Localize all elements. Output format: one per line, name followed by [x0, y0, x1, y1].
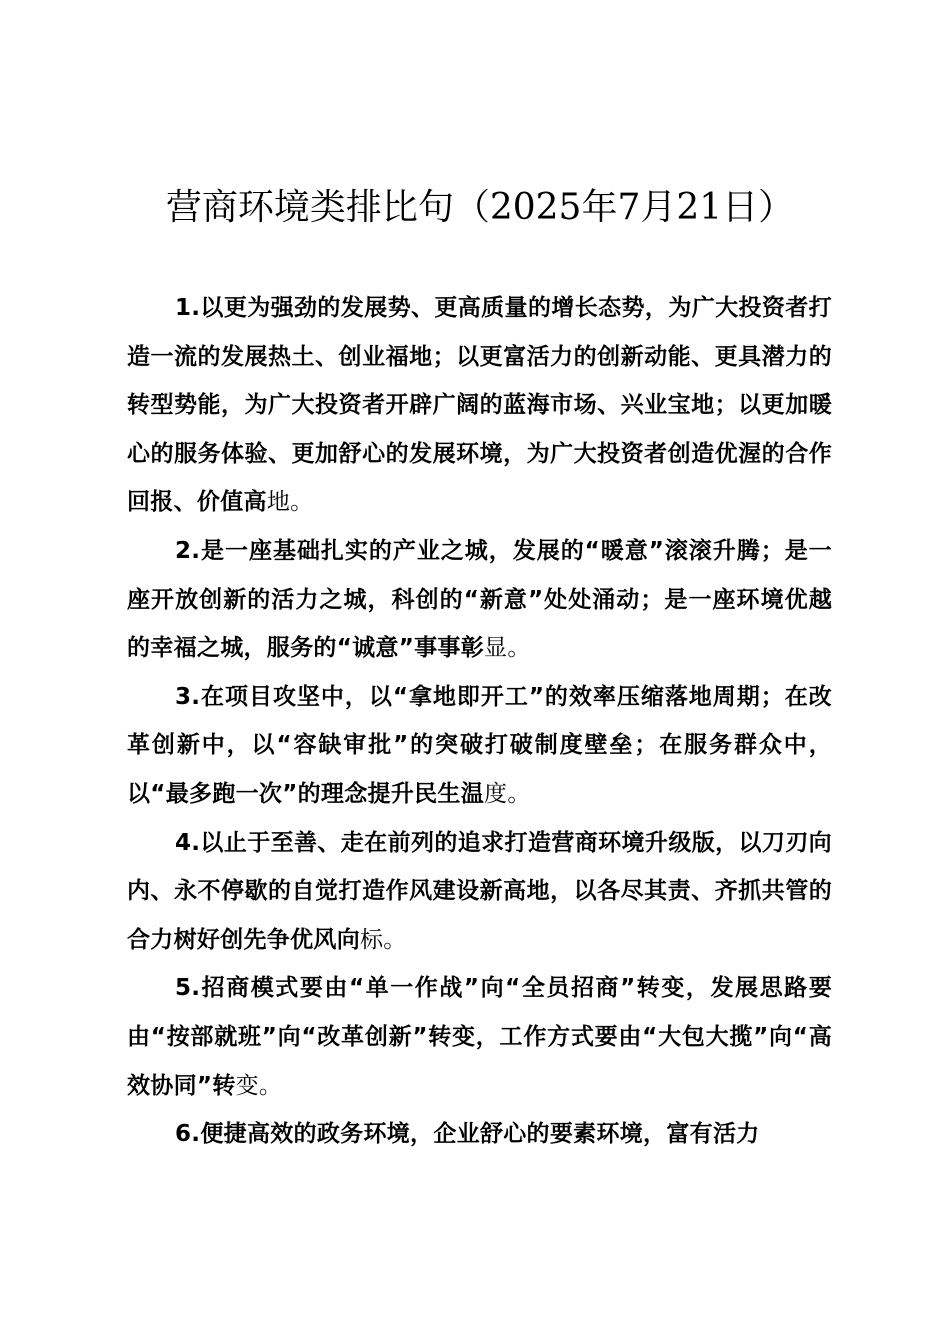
document-title: 营商环境类排比句（2025年7月21日） [165, 187, 795, 228]
paragraph-2 [127, 527, 832, 673]
paragraph-1-tail: 地。 [266, 489, 314, 516]
paragraph-6 [127, 1110, 832, 1159]
paragraph-4-tail: 标。 [360, 926, 407, 953]
paragraph-5-tail: 变。 [235, 1072, 283, 1099]
paragraph-3 [127, 673, 832, 819]
paragraph-4 [127, 819, 832, 965]
paragraph-6-text: 6.便捷高效的政务环境，企业舒心的要素环境，富有活力 [175, 1121, 760, 1148]
paragraph-3-text: 3.在项目攻坚中，以“拿地即开工”的效率压缩落地周期；在改革创新中，以“容缺审批”的突破打破制度壁垒；在服务群众中，以“最多跑一次”的理念提升民生温 [127, 683, 832, 807]
paragraph-1 [127, 284, 832, 527]
paragraph-5-text: 5.招商模式要由“单一作战”向“全员招商”转变，发展思路要由“按部就班”向“改革创新”转变，工作方式要由“大包大揽”向“高效协同”转 [127, 975, 832, 1099]
paragraph-2-text: 2.是一座基础扎实的产业之城，发展的“暖意”滚滚升腾；是一座开放创新的活力之城，科创的“新意”处处涌动；是一座环境优越的幸福之城，服务的“诚意”事事彰 [127, 537, 832, 662]
paragraph-4-text: 4.以止于至善、走在前列的追求打造营商环境升级版，以刀刃向内、永不停歇的自觉打造作风建设新高地，以各尽其责、齐抓共管的合力树好创先争优风向 [127, 829, 832, 953]
document-body [127, 284, 832, 1159]
paragraph-1-text: 1.以更为强劲的发展势、更高质量的增长态势，为广大投资者打造一流的发展热土、创业福地；以更富活力的创新动能、更具潜力的转型势能，为广大投资者开辟广阔的蓝海市场、兴业宝地；以更加暖心的服务体验、更加舒心的发展环境，为广大投资者创造优渥的合作回报、价值高 [127, 295, 832, 516]
paragraph-3-tail: 度。 [484, 780, 531, 807]
paragraph-5 [127, 964, 832, 1110]
paragraph-2-tail: 显。 [484, 635, 531, 662]
